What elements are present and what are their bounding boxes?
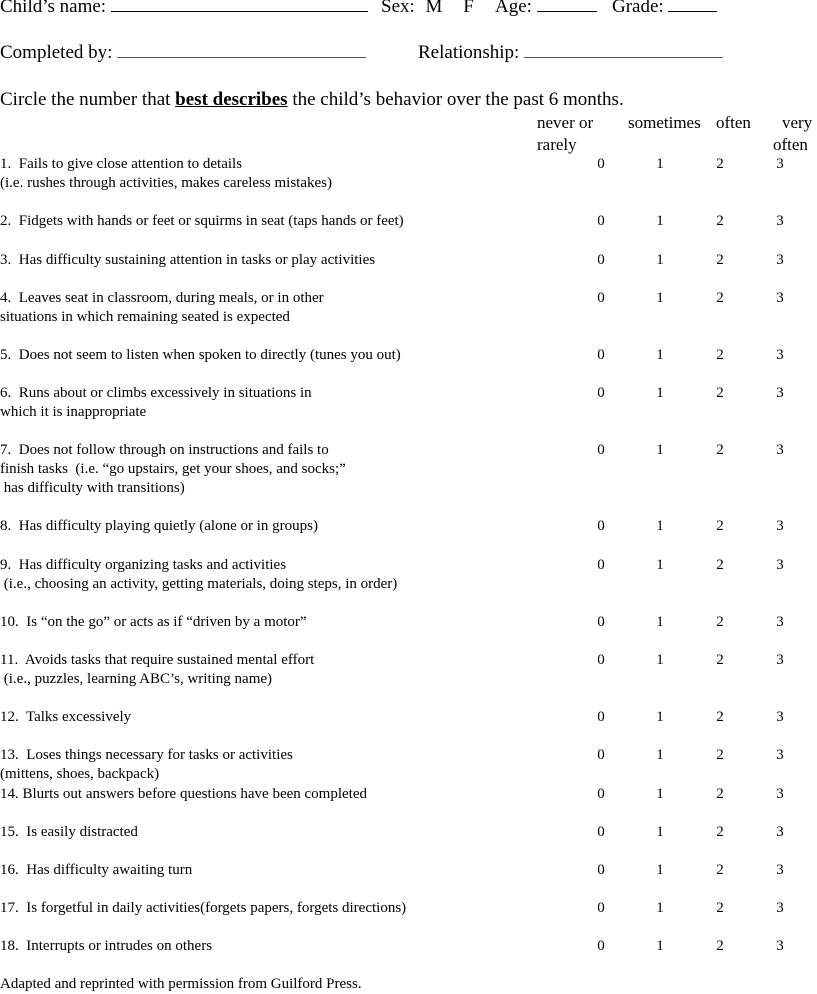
rating-option-0[interactable]: 0 bbox=[597, 747, 605, 763]
rating-option-1[interactable]: 1 bbox=[656, 518, 664, 534]
rating-option-2[interactable]: 2 bbox=[716, 938, 724, 954]
rating-option-3[interactable]: 3 bbox=[776, 652, 784, 668]
rating-option-2[interactable]: 2 bbox=[716, 252, 724, 268]
item-text: which it is inappropriate bbox=[0, 404, 147, 420]
sex-option-m[interactable]: M bbox=[425, 0, 443, 17]
rating-option-2[interactable]: 2 bbox=[716, 385, 724, 401]
instructions-prefix: Circle the number that bbox=[0, 89, 171, 110]
rating-option-3[interactable]: 3 bbox=[776, 709, 784, 725]
rating-option-2[interactable]: 2 bbox=[716, 614, 724, 630]
rating-option-3[interactable]: 3 bbox=[776, 347, 784, 363]
age-row bbox=[495, 0, 597, 18]
rating-option-2[interactable]: 2 bbox=[716, 652, 724, 668]
item-text: situations in which remaining seated is expected bbox=[0, 309, 290, 325]
rating-option-2[interactable]: 2 bbox=[716, 862, 724, 878]
item-text: 11. Avoids tasks that require sustained mental effort bbox=[0, 652, 315, 668]
instructions bbox=[0, 89, 624, 111]
rating-option-0[interactable]: 0 bbox=[597, 518, 605, 534]
item-text: 17. Is forgetful in daily activities(forgets papers, forgets directions) bbox=[0, 900, 407, 916]
completed-by-label: Completed by: bbox=[0, 42, 113, 63]
item-text: 14. Blurts out answers before questions have been completed bbox=[0, 786, 367, 802]
child-name-label: Child’s name: bbox=[0, 0, 107, 17]
rating-option-2[interactable]: 2 bbox=[716, 347, 724, 363]
instructions-emphasis: best describes bbox=[175, 89, 288, 110]
rating-option-1[interactable]: 1 bbox=[656, 652, 664, 668]
rating-option-0[interactable]: 0 bbox=[597, 385, 605, 401]
item-text: 9. Has difficulty organizing tasks and activities bbox=[0, 557, 287, 573]
rating-option-3[interactable]: 3 bbox=[776, 385, 784, 401]
rating-option-3[interactable]: 3 bbox=[776, 862, 784, 878]
rating-option-3[interactable]: 3 bbox=[776, 156, 784, 172]
rating-option-2[interactable]: 2 bbox=[716, 900, 724, 916]
item-text: finish tasks (i.e. “go upstairs, get your shoes, and socks;” bbox=[0, 461, 346, 477]
item-text: (i.e. rushes through activities, makes careless mistakes) bbox=[0, 175, 332, 191]
rating-option-2[interactable]: 2 bbox=[716, 213, 724, 229]
completed-by-row bbox=[0, 42, 366, 64]
rating-option-0[interactable]: 0 bbox=[597, 862, 605, 878]
rating-option-3[interactable]: 3 bbox=[776, 786, 784, 802]
header-often: often bbox=[716, 113, 751, 132]
rating-option-1[interactable]: 1 bbox=[656, 442, 664, 458]
grade-field[interactable] bbox=[668, 0, 717, 12]
item-text: 5. Does not seem to listen when spoken to directly (tunes you out) bbox=[0, 347, 401, 363]
rating-option-3[interactable]: 3 bbox=[776, 938, 784, 954]
rating-option-1[interactable]: 1 bbox=[656, 747, 664, 763]
item-text: (i.e., puzzles, learning ABC’s, writing name) bbox=[0, 671, 273, 687]
rating-option-1[interactable]: 1 bbox=[656, 709, 664, 725]
rating-option-0[interactable]: 0 bbox=[597, 652, 605, 668]
rating-option-3[interactable]: 3 bbox=[776, 290, 784, 306]
rating-option-3[interactable]: 3 bbox=[776, 213, 784, 229]
rating-option-3[interactable]: 3 bbox=[776, 518, 784, 534]
relationship-label: Relationship: bbox=[418, 42, 520, 63]
header-never-line2: rarely bbox=[537, 135, 577, 154]
grade-row bbox=[612, 0, 717, 18]
item-text: (mittens, shoes, backpack) bbox=[0, 766, 160, 782]
item-text: 7. Does not follow through on instructions and fails to bbox=[0, 442, 329, 458]
rating-option-1[interactable]: 1 bbox=[656, 213, 664, 229]
age-label: Age: bbox=[495, 0, 532, 17]
rating-option-1[interactable]: 1 bbox=[656, 824, 664, 840]
rating-option-2[interactable]: 2 bbox=[716, 518, 724, 534]
relationship-field[interactable] bbox=[524, 42, 723, 58]
rating-option-0[interactable]: 0 bbox=[597, 213, 605, 229]
sex-option-f[interactable]: F bbox=[463, 0, 474, 17]
rating-option-0[interactable]: 0 bbox=[597, 557, 605, 573]
rating-option-2[interactable]: 2 bbox=[716, 824, 724, 840]
header-very-line1: very bbox=[782, 113, 813, 132]
rating-option-3[interactable]: 3 bbox=[776, 747, 784, 763]
item-text: 16. Has difficulty awaiting turn bbox=[0, 862, 193, 878]
rating-option-3[interactable]: 3 bbox=[776, 557, 784, 573]
header-sometimes: sometimes bbox=[628, 113, 701, 132]
rating-option-1[interactable]: 1 bbox=[656, 252, 664, 268]
rating-option-0[interactable]: 0 bbox=[597, 252, 605, 268]
rating-option-1[interactable]: 1 bbox=[656, 900, 664, 916]
rating-option-1[interactable]: 1 bbox=[656, 862, 664, 878]
item-text: 13. Loses things necessary for tasks or activities bbox=[0, 747, 293, 763]
header-never-line1: never or bbox=[537, 113, 594, 132]
rating-option-3[interactable]: 3 bbox=[776, 442, 784, 458]
item-text: 4. Leaves seat in classroom, during meals, or in other bbox=[0, 290, 324, 306]
rating-option-0[interactable]: 0 bbox=[597, 900, 605, 916]
rating-option-3[interactable]: 3 bbox=[776, 252, 784, 268]
rating-option-1[interactable]: 1 bbox=[656, 786, 664, 802]
rating-option-0[interactable]: 0 bbox=[597, 442, 605, 458]
sex-label: Sex: bbox=[381, 0, 415, 17]
relationship-row bbox=[418, 42, 723, 64]
item-text: 12. Talks excessively bbox=[0, 709, 132, 725]
rating-option-3[interactable]: 3 bbox=[776, 614, 784, 630]
rating-option-1[interactable]: 1 bbox=[656, 347, 664, 363]
completed-by-field[interactable] bbox=[117, 42, 366, 58]
header-very-line2: often bbox=[773, 135, 808, 154]
rating-option-0[interactable]: 0 bbox=[597, 709, 605, 725]
rating-option-1[interactable]: 1 bbox=[656, 614, 664, 630]
item-text: 1. Fails to give close attention to details bbox=[0, 156, 243, 172]
rating-option-0[interactable]: 0 bbox=[597, 786, 605, 802]
rating-option-0[interactable]: 0 bbox=[597, 290, 605, 306]
rating-option-2[interactable]: 2 bbox=[716, 557, 724, 573]
child-name-field[interactable] bbox=[111, 0, 368, 12]
instructions-suffix: the child’s behavior over the past 6 months. bbox=[292, 89, 624, 110]
rating-option-2[interactable]: 2 bbox=[716, 709, 724, 725]
footer-credit: Adapted and reprinted with permission from Guilford Press. bbox=[0, 976, 362, 992]
grade-label: Grade: bbox=[612, 0, 664, 17]
rating-option-1[interactable]: 1 bbox=[656, 557, 664, 573]
item-text: 2. Fidgets with hands or feet or squirms in seat (taps hands or feet) bbox=[0, 213, 404, 229]
rating-option-3[interactable]: 3 bbox=[776, 824, 784, 840]
rating-option-2[interactable]: 2 bbox=[716, 290, 724, 306]
rating-option-0[interactable]: 0 bbox=[597, 347, 605, 363]
rating-option-1[interactable]: 1 bbox=[656, 385, 664, 401]
item-text: 15. Is easily distracted bbox=[0, 824, 138, 840]
rating-option-2[interactable]: 2 bbox=[716, 747, 724, 763]
age-field[interactable] bbox=[537, 0, 597, 12]
rating-option-2[interactable]: 2 bbox=[716, 442, 724, 458]
item-text: (i.e., choosing an activity, getting materials, doing steps, in order) bbox=[0, 576, 398, 592]
rating-option-0[interactable]: 0 bbox=[597, 938, 605, 954]
item-text: 3. Has difficulty sustaining attention in tasks or play activities bbox=[0, 252, 376, 268]
rating-option-1[interactable]: 1 bbox=[656, 156, 664, 172]
rating-option-3[interactable]: 3 bbox=[776, 900, 784, 916]
rating-option-1[interactable]: 1 bbox=[656, 938, 664, 954]
item-text: 8. Has difficulty playing quietly (alone or in groups) bbox=[0, 518, 318, 534]
sex-row bbox=[381, 0, 474, 18]
rating-option-0[interactable]: 0 bbox=[597, 614, 605, 630]
rating-option-2[interactable]: 2 bbox=[716, 156, 724, 172]
rating-option-0[interactable]: 0 bbox=[597, 824, 605, 840]
rating-option-0[interactable]: 0 bbox=[597, 156, 605, 172]
item-text: 6. Runs about or climbs excessively in situations in bbox=[0, 385, 312, 401]
item-text: has difficulty with transitions) bbox=[0, 480, 185, 496]
rating-option-2[interactable]: 2 bbox=[716, 786, 724, 802]
rating-option-1[interactable]: 1 bbox=[656, 290, 664, 306]
item-text: 10. Is “on the go” or acts as if “driven by a motor” bbox=[0, 614, 307, 630]
child-name-row bbox=[0, 0, 368, 18]
item-text: 18. Interrupts or intrudes on others bbox=[0, 938, 213, 954]
